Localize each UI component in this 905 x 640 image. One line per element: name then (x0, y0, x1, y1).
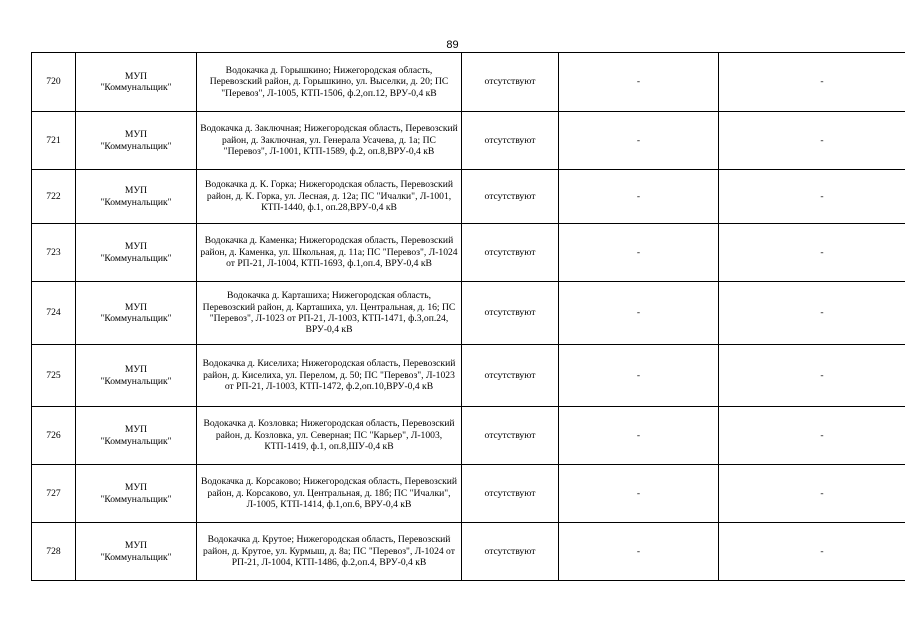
status-cell: отсутствуют (462, 465, 559, 523)
organization-name: "Коммунальщик" (100, 196, 172, 208)
organization-type: МУП (124, 185, 148, 197)
empty-value-cell: - (719, 170, 905, 224)
empty-value-cell: - (719, 345, 905, 407)
table-row (32, 53, 905, 112)
organization-cell (76, 53, 197, 112)
row-number: 721 (32, 112, 76, 170)
organization-type: МУП (124, 482, 148, 494)
empty-value-cell: - (559, 224, 719, 282)
organization-cell (76, 523, 197, 581)
organization-type: МУП (124, 129, 148, 141)
status-cell: отсутствуют (462, 170, 559, 224)
organization-name: "Коммунальщик" (100, 493, 172, 505)
table-row (32, 224, 905, 282)
table-row (32, 170, 905, 224)
organization-cell (76, 282, 197, 345)
organization-type: МУП (124, 70, 148, 82)
organization-name: "Коммунальщик" (100, 313, 172, 324)
organization-type: МУП (124, 540, 148, 552)
row-number: 722 (32, 170, 76, 224)
status-cell: отсутствуют (462, 345, 559, 407)
organization-name: "Коммунальщик" (100, 140, 172, 152)
organization-cell (76, 465, 197, 523)
row-number: 723 (32, 224, 76, 282)
organization-type: МУП (124, 364, 148, 376)
organization-name: "Коммунальщик" (100, 435, 172, 447)
organization-name: "Коммунальщик" (100, 252, 172, 264)
table-row (32, 282, 905, 345)
object-description: Водокачка д. Крутое; Нижегородская область, Перевозский район, д. Крутое, ул. Курмыш, д. 8а; ПС "Перевоз", Л-1024 от РП-21, Л-1004, КТП-1486, ф.2,оп.4, ВРУ-0,4 кВ (197, 523, 462, 581)
empty-value-cell: - (719, 224, 905, 282)
empty-value-cell: - (559, 170, 719, 224)
page-number: 89 (446, 39, 459, 51)
table-row (32, 112, 905, 170)
organization-type: МУП (124, 241, 148, 253)
table-row (32, 345, 905, 407)
row-number: 725 (32, 345, 76, 407)
empty-value-cell: - (719, 53, 905, 112)
object-description: Водокачка д. Заключная; Нижегородская область, Перевозский район, д. Заключная, ул. Генерала Усачева, д. 1а; ПС "Перевоз", Л-1001, КТП-1589, ф.2, оп.8,ВРУ-0,4 кВ (197, 112, 462, 170)
status-cell: отсутствуют (462, 407, 559, 465)
empty-value-cell: - (559, 523, 719, 581)
empty-value-cell: - (559, 345, 719, 407)
empty-value-cell: - (559, 465, 719, 523)
organization-type: МУП (124, 301, 148, 313)
object-description: Водокачка д. Корсаково; Нижегородская область, Перевозский район, д. Корсаково, ул. Центральная, д. 18б; ПС "Ичалки", Л-1005, КТП-1414, ф.1,оп.6, ВРУ-0,4 кВ (197, 465, 462, 523)
organization-cell (76, 112, 197, 170)
table-row (32, 407, 905, 465)
organization-cell (76, 224, 197, 282)
object-description: Водокачка д. К. Горка; Нижегородская область, Перевозский район, д. К. Горка, ул. Лесная, д. 12а; ПС "Ичалки", Л-1001, КТП-1440, ф.1, оп.28,ВРУ-0,4 кВ (197, 170, 462, 224)
object-description: Водокачка д. Карташиха; Нижегородская область, Перевозский район, д. Карташиха, ул. Центральная, д. 16; ПС "Перевоз", Л-1023 от РП-21, Л-1003, КТП-1471, ф.3,оп.24, ВРУ-0,4 кВ (197, 282, 462, 345)
organization-cell (76, 170, 197, 224)
object-description: Водокачка д. Козловка; Нижегородская область, Перевозский район, д. Козловка, ул. Северная; ПС "Карьер", Л-1003, КТП-1419, ф.1, оп.8,ШУ-0,4 кВ (197, 407, 462, 465)
status-cell: отсутствуют (462, 53, 559, 112)
organization-type: МУП (124, 424, 148, 436)
object-description: Водокачка д. Каменка; Нижегородская область, Перевозский район, д. Каменка, ул. Школьная, д. 11а; ПС "Перевоз", Л-1024 от РП-21, Л-1004, КТП-1693, ф.1,оп.4, ВРУ-0,4 кВ (197, 224, 462, 282)
organization-name: "Коммунальщик" (100, 82, 172, 93)
empty-value-cell: - (719, 282, 905, 345)
empty-value-cell: - (719, 112, 905, 170)
row-number: 728 (32, 523, 76, 581)
status-cell: отсутствуют (462, 112, 559, 170)
row-number: 727 (32, 465, 76, 523)
empty-value-cell: - (559, 53, 719, 112)
row-number: 724 (32, 282, 76, 345)
table-row (32, 465, 905, 523)
status-cell: отсутствуют (462, 523, 559, 581)
empty-value-cell: - (559, 282, 719, 345)
object-description: Водокачка д. Горышкино; Нижегородская область, Перевозский район, д. Горышкино, ул. Выселки, д. 20; ПС "Перевоз", Л-1005, КТП-1506, ф.2,оп.12, ВРУ-0,4 кВ (197, 53, 462, 112)
empty-value-cell: - (719, 465, 905, 523)
empty-value-cell: - (719, 407, 905, 465)
table-row (32, 523, 905, 581)
organization-cell (76, 345, 197, 407)
object-description: Водокачка д. Киселиха; Нижегородская область, Перевозский район, д. Киселиха, ул. Перелом, д. 50; ПС "Перевоз", Л-1023 от РП-21, Л-1003, КТП-1472, ф.2,оп.10,ВРУ-0,4 кВ (197, 345, 462, 407)
organization-cell (76, 407, 197, 465)
empty-value-cell: - (719, 523, 905, 581)
organization-name: "Коммунальщик" (100, 551, 172, 563)
organization-name: "Коммунальщик" (100, 375, 172, 387)
row-number: 720 (32, 53, 76, 112)
status-cell: отсутствуют (462, 224, 559, 282)
empty-value-cell: - (559, 112, 719, 170)
empty-value-cell: - (559, 407, 719, 465)
row-number: 726 (32, 407, 76, 465)
registry-table (31, 52, 905, 581)
status-cell: отсутствуют (462, 282, 559, 345)
